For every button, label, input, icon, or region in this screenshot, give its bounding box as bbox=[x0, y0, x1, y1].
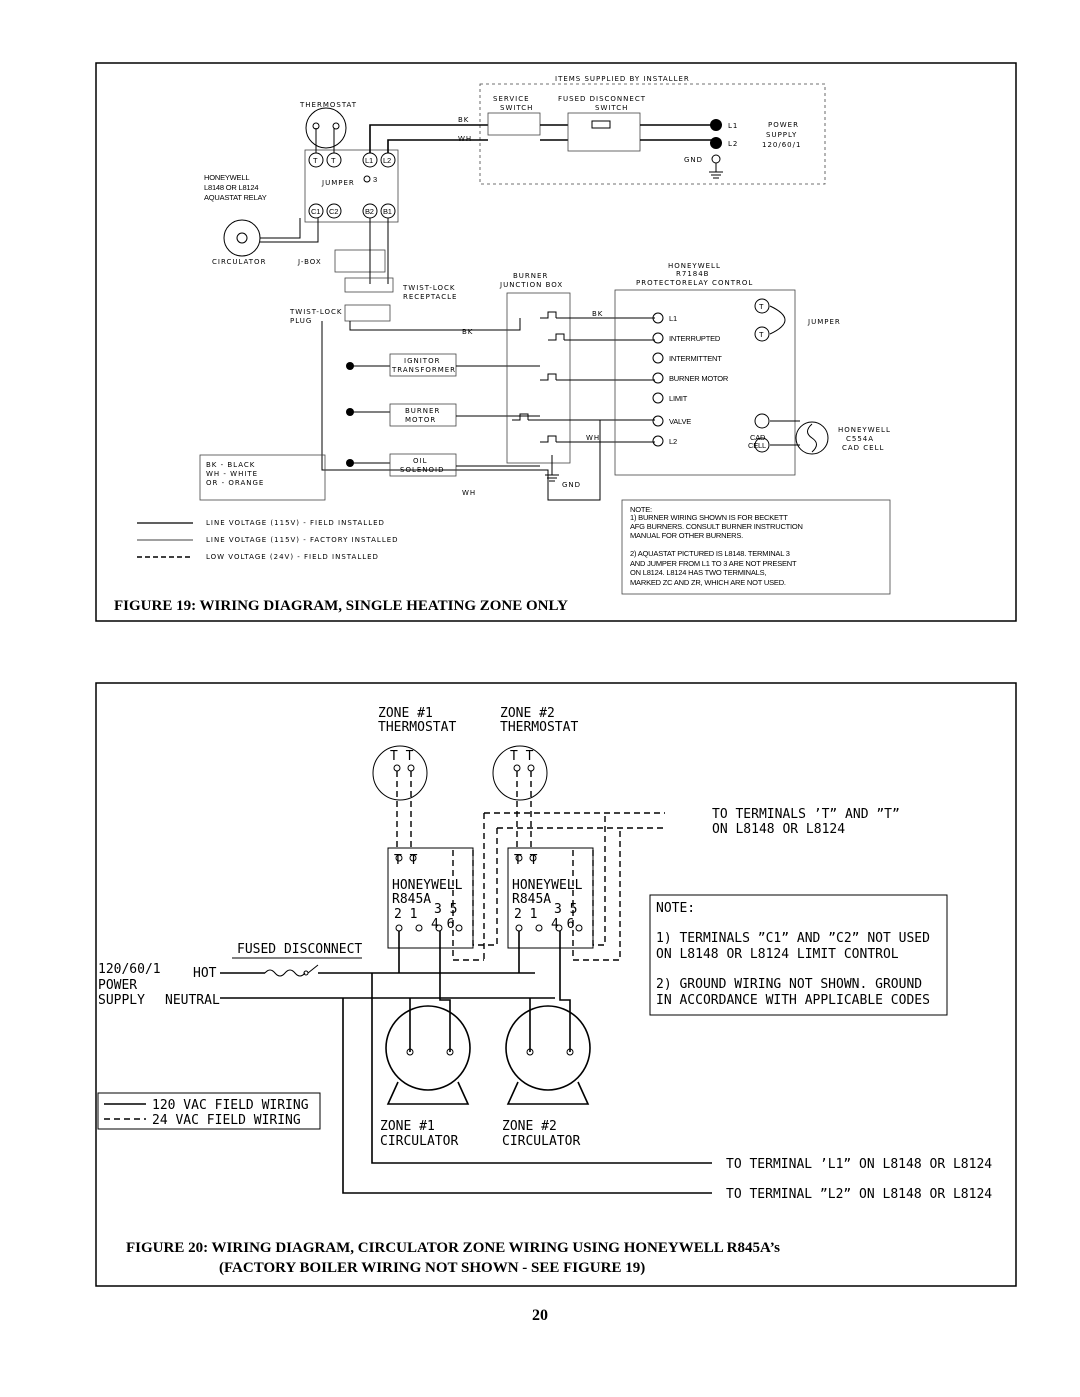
page-number: 20 bbox=[532, 1307, 548, 1324]
svg-text:LOW VOLTAGE (24V) - FIELD INST: LOW VOLTAGE (24V) - FIELD INSTALLED bbox=[206, 553, 379, 561]
svg-text:3: 3 bbox=[373, 175, 377, 184]
svg-text:IN ACCORDANCE WITH APPLICABLE: IN ACCORDANCE WITH APPLICABLE CODES bbox=[656, 993, 930, 1008]
svg-text:WH: WH bbox=[586, 434, 601, 442]
svg-text:TO TERMINAL ’L1” ON L8148 OR L: TO TERMINAL ’L1” ON L8148 OR L8124 bbox=[726, 1157, 993, 1172]
svg-text:CIRCULATOR: CIRCULATOR bbox=[212, 258, 267, 266]
svg-text:L1: L1 bbox=[728, 122, 739, 130]
svg-text:T: T bbox=[331, 156, 336, 165]
svg-text:HONEYWELL: HONEYWELL bbox=[392, 878, 463, 893]
svg-text:L2: L2 bbox=[728, 140, 739, 148]
service-switch bbox=[488, 113, 540, 135]
figure-20-subcaption: (FACTORY BOILER WIRING NOT SHOWN - SEE FIGURE 19) bbox=[219, 1260, 646, 1276]
svg-text:LINE VOLTAGE (115V) - FIELD IN: LINE VOLTAGE (115V) - FIELD INSTALLED bbox=[206, 519, 385, 527]
items-supplied-label: ITEMS SUPPLIED BY INSTALLER bbox=[555, 75, 690, 83]
figure-19 bbox=[96, 63, 1016, 621]
svg-text:TO TERMINAL ”L2” ON L8148 OR L: TO TERMINAL ”L2” ON L8148 OR L8124 bbox=[726, 1187, 993, 1202]
svg-text:T T: T T bbox=[394, 853, 418, 868]
svg-text:1) BURNER WIRING SHOWN IS FOR: 1) BURNER WIRING SHOWN IS FOR BECKETT bbox=[630, 513, 788, 522]
svg-text:B2: B2 bbox=[365, 207, 374, 216]
svg-text:LINE VOLTAGE (115V) - FACTORY: LINE VOLTAGE (115V) - FACTORY INSTALLED bbox=[206, 536, 399, 544]
relay-terminals-top bbox=[309, 153, 395, 167]
thermostat-icon bbox=[306, 108, 346, 148]
jumper-label: JUMPER bbox=[322, 179, 355, 187]
svg-text:J-BOX: J-BOX bbox=[298, 258, 322, 266]
twist-lock-receptacle bbox=[345, 278, 393, 292]
svg-text:ZONE #1: ZONE #1 bbox=[380, 1119, 435, 1134]
svg-text:ON L8148 OR L8124: ON L8148 OR L8124 bbox=[712, 822, 846, 837]
svg-text:HONEYWELL: HONEYWELL bbox=[838, 426, 891, 434]
svg-text:AND JUMPER FROM L1 TO 3 ARE NO: AND JUMPER FROM L1 TO 3 ARE NOT PRESENT bbox=[630, 559, 797, 568]
svg-text:2) AQUASTAT PICTURED IS L8148.: 2) AQUASTAT PICTURED IS L8148. TERMINAL 3 bbox=[630, 549, 790, 558]
svg-text:ON L8148 OR L8124 LIMIT CONTRO: ON L8148 OR L8124 LIMIT CONTROL bbox=[656, 947, 899, 962]
svg-text:ON L8124. L8124 HAS TWO TERMI: ON L8124. L8124 HAS TWO TERMINALS, bbox=[630, 568, 767, 577]
svg-text:TWIST-LOCK: TWIST-LOCK bbox=[403, 284, 456, 292]
zone1-thermostat-label: ZONE #1 bbox=[378, 706, 433, 721]
fused-disconnect-switch bbox=[568, 113, 640, 151]
svg-text:WH: WH bbox=[462, 489, 477, 497]
svg-text:CAD CELL: CAD CELL bbox=[842, 444, 885, 452]
svg-text:THERMOSTAT: THERMOSTAT bbox=[500, 720, 579, 735]
svg-text:SUPPLY: SUPPLY bbox=[766, 131, 798, 139]
svg-text:120/60/1: 120/60/1 bbox=[762, 141, 802, 149]
svg-text:AQUASTAT RELAY: AQUASTAT RELAY bbox=[204, 193, 267, 202]
svg-text:R7184B: R7184B bbox=[676, 270, 710, 278]
svg-text:BK: BK bbox=[462, 328, 474, 336]
svg-text:4 6: 4 6 bbox=[431, 917, 455, 932]
svg-text:SUPPLY: SUPPLY bbox=[98, 993, 145, 1008]
svg-text:HONEYWELL: HONEYWELL bbox=[512, 878, 583, 893]
svg-text:C554A: C554A bbox=[846, 435, 875, 443]
svg-text:T: T bbox=[759, 302, 764, 311]
svg-text:TWIST-LOCK: TWIST-LOCK bbox=[290, 308, 343, 316]
svg-text:INTERRUPTED: INTERRUPTED bbox=[669, 334, 721, 343]
svg-text:OIL: OIL bbox=[413, 457, 428, 465]
svg-text:T T: T T bbox=[510, 749, 534, 764]
svg-text:WH - WHITE: WH - WHITE bbox=[206, 470, 259, 478]
svg-text:VALVE: VALVE bbox=[669, 417, 692, 426]
svg-text:HONEYWELL: HONEYWELL bbox=[204, 173, 250, 182]
svg-text:AFG BURNERS. CONSULT BURNER IN: AFG BURNERS. CONSULT BURNER INSTRUCTION bbox=[630, 522, 803, 531]
svg-text:2) GROUND WIRING NOT SHOWN. GR: 2) GROUND WIRING NOT SHOWN. GROUND bbox=[656, 977, 923, 992]
svg-text:MOTOR: MOTOR bbox=[405, 416, 437, 424]
svg-text:BK: BK bbox=[458, 116, 470, 124]
zone2-thermostat-label: ZONE #2 bbox=[500, 706, 555, 721]
svg-text:CIRCULATOR: CIRCULATOR bbox=[502, 1134, 581, 1149]
svg-text:SERVICE: SERVICE bbox=[493, 95, 530, 103]
svg-text:BURNER: BURNER bbox=[405, 407, 441, 415]
svg-text:JUMPER: JUMPER bbox=[808, 318, 841, 326]
svg-text:THERMOSTAT: THERMOSTAT bbox=[378, 720, 457, 735]
svg-text:INTERMITTENT: INTERMITTENT bbox=[669, 354, 722, 363]
zone2-circulator-icon bbox=[506, 1006, 590, 1090]
svg-text:FUSED DISCONNECT: FUSED DISCONNECT bbox=[558, 95, 646, 103]
svg-text:CIRCULATOR: CIRCULATOR bbox=[380, 1134, 459, 1149]
relay-terminals-bottom bbox=[309, 204, 395, 218]
svg-text:4 6: 4 6 bbox=[551, 917, 575, 932]
svg-text:MANUAL FOR OTHER BURNERS.: MANUAL FOR OTHER BURNERS. bbox=[630, 531, 744, 540]
svg-text:C1: C1 bbox=[311, 207, 321, 216]
zone1-circulator-icon bbox=[386, 1006, 470, 1090]
svg-text:RECEPTACLE: RECEPTACLE bbox=[403, 293, 458, 301]
svg-text:WH: WH bbox=[458, 135, 473, 143]
svg-text:SWITCH: SWITCH bbox=[500, 104, 534, 112]
svg-text:L1: L1 bbox=[365, 156, 373, 165]
figure-19-caption: FIGURE 19: WIRING DIAGRAM, SINGLE HEATING ZONE ONLY bbox=[114, 598, 568, 614]
svg-text:R845A: R845A bbox=[512, 892, 552, 907]
svg-text:B1: B1 bbox=[383, 207, 392, 216]
twist-lock-plug bbox=[345, 305, 390, 321]
svg-text:2 1: 2 1 bbox=[394, 907, 418, 922]
circulator-icon bbox=[224, 220, 260, 256]
j-box bbox=[335, 250, 385, 272]
svg-text:T: T bbox=[313, 156, 318, 165]
svg-text:PROTECTORELAY CONTROL: PROTECTORELAY CONTROL bbox=[636, 279, 754, 287]
svg-text:L8148 OR L8124: L8148 OR L8124 bbox=[204, 183, 259, 192]
svg-text:POWER: POWER bbox=[98, 978, 138, 993]
svg-text:L1: L1 bbox=[669, 314, 677, 323]
svg-text:GND: GND bbox=[684, 156, 704, 164]
svg-text:OR - ORANGE: OR - ORANGE bbox=[206, 479, 265, 487]
svg-text:HONEYWELL: HONEYWELL bbox=[668, 262, 721, 270]
protectorelay-terminals bbox=[653, 313, 729, 446]
svg-text:HOT: HOT bbox=[193, 966, 217, 981]
svg-text:L2: L2 bbox=[669, 437, 677, 446]
svg-text:2 1: 2 1 bbox=[514, 907, 538, 922]
svg-text:NOTE:: NOTE: bbox=[656, 901, 696, 916]
svg-text:SWITCH: SWITCH bbox=[595, 104, 629, 112]
svg-text:3 5: 3 5 bbox=[554, 902, 578, 917]
svg-text:LIMIT: LIMIT bbox=[669, 394, 688, 403]
svg-text:MARKED ZC AND ZR, WHICH ARE NO: MARKED ZC AND ZR, WHICH ARE NOT USED. bbox=[630, 578, 786, 587]
svg-text:24 VAC FIELD WIRING: 24 VAC FIELD WIRING bbox=[152, 1113, 301, 1128]
svg-text:PLUG: PLUG bbox=[290, 317, 313, 325]
svg-text:BK: BK bbox=[592, 310, 604, 318]
svg-text:BURNER: BURNER bbox=[513, 272, 549, 280]
svg-text:TRANSFORMER: TRANSFORMER bbox=[392, 366, 457, 374]
svg-text:C2: C2 bbox=[329, 207, 339, 216]
svg-text:R845A: R845A bbox=[392, 892, 432, 907]
thermostat-label: THERMOSTAT bbox=[300, 101, 358, 109]
svg-text:3 5: 3 5 bbox=[434, 902, 458, 917]
figure-20-caption: FIGURE 20: WIRING DIAGRAM, CIRCULATOR ZONE WIRING USING HONEYWELL R845A’s bbox=[126, 1240, 780, 1256]
svg-text:1) TERMINALS ”C1” AND ”C2” NOT: 1) TERMINALS ”C1” AND ”C2” NOT USED bbox=[656, 931, 930, 946]
svg-text:L2: L2 bbox=[383, 156, 391, 165]
svg-text:NOTE:: NOTE: bbox=[630, 505, 652, 514]
svg-text:T T: T T bbox=[390, 749, 414, 764]
svg-text:T: T bbox=[759, 330, 764, 339]
svg-text:T T: T T bbox=[514, 853, 538, 868]
svg-text:SOLENOID: SOLENOID bbox=[400, 466, 445, 474]
svg-text:120/60/1: 120/60/1 bbox=[98, 962, 161, 977]
svg-text:IGNITOR: IGNITOR bbox=[404, 357, 441, 365]
svg-text:TO TERMINALS ’T” AND ”T”: TO TERMINALS ’T” AND ”T” bbox=[712, 807, 900, 822]
svg-text:BURNER MOTOR: BURNER MOTOR bbox=[669, 374, 729, 383]
svg-text:ZONE #2: ZONE #2 bbox=[502, 1119, 557, 1134]
svg-text:NEUTRAL: NEUTRAL bbox=[165, 993, 220, 1008]
svg-text:BK - BLACK: BK - BLACK bbox=[206, 461, 256, 469]
fused-disconnect-label: FUSED DISCONNECT bbox=[237, 942, 363, 957]
figure-20 bbox=[96, 683, 1016, 1286]
svg-text:120 VAC FIELD WIRING: 120 VAC FIELD WIRING bbox=[152, 1098, 309, 1113]
svg-text:JUNCTION BOX: JUNCTION BOX bbox=[500, 281, 564, 289]
svg-text:CELL: CELL bbox=[748, 441, 766, 450]
svg-text:GND: GND bbox=[562, 481, 582, 489]
svg-text:POWER: POWER bbox=[768, 121, 799, 129]
svg-text:CAD: CAD bbox=[750, 433, 766, 442]
